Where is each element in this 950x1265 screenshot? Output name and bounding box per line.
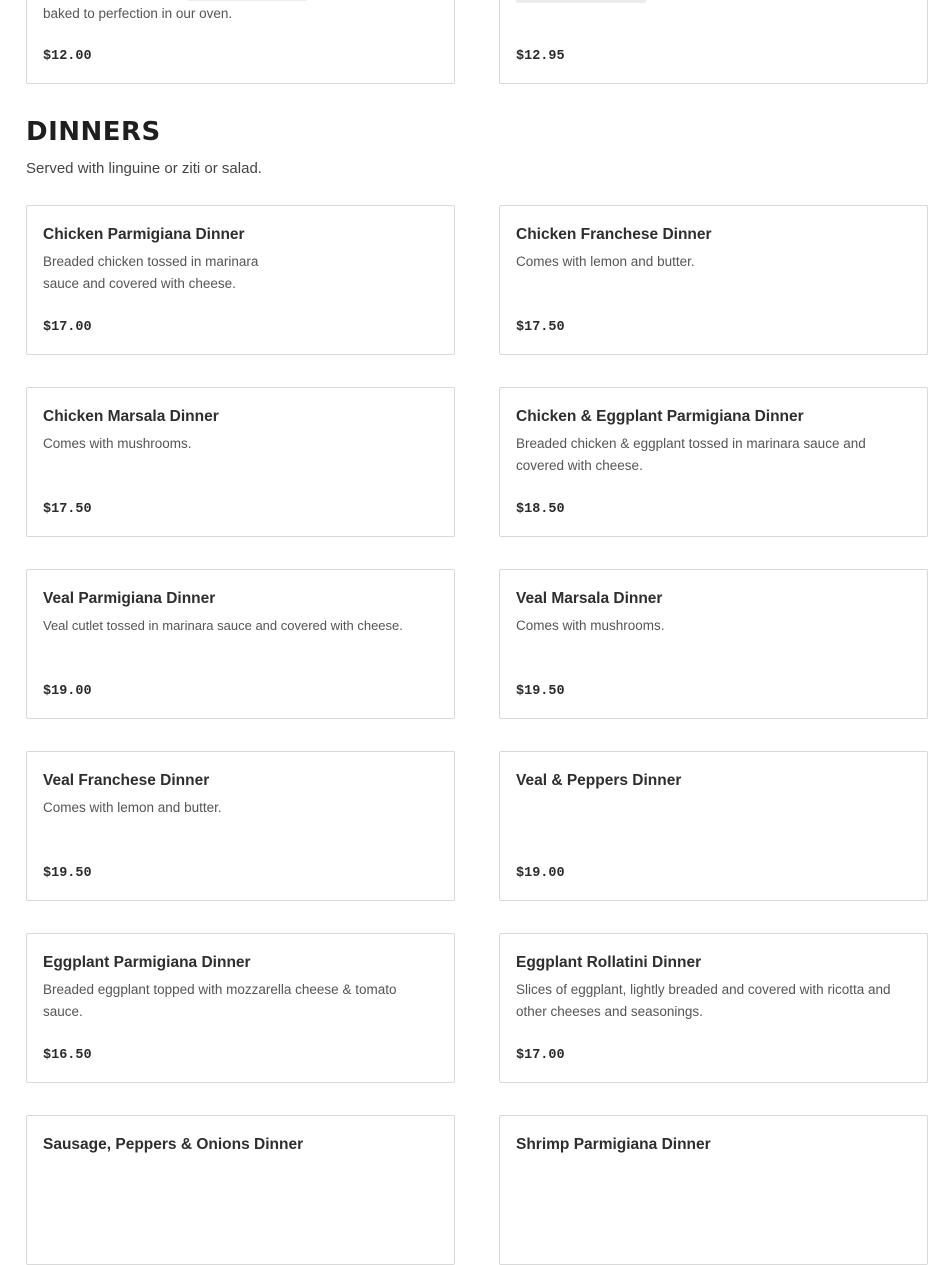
item-name: Chicken & Eggplant Parmigiana Dinner bbox=[516, 408, 804, 425]
item-price: $12.00 bbox=[43, 49, 92, 64]
menu-item-card[interactable] bbox=[499, 1115, 928, 1265]
item-description: Slices of eggplant, lightly breaded and covered with ricotta and other cheeses and seasonings. bbox=[516, 982, 891, 1019]
item-name: Veal Parmigiana Dinner bbox=[43, 590, 216, 607]
item-name: Eggplant Rollatini Dinner bbox=[516, 954, 702, 971]
item-name: Chicken Marsala Dinner bbox=[43, 408, 219, 425]
item-description: Veal cutlet tossed in marinara sauce and covered with cheese. bbox=[43, 618, 403, 633]
item-price: $18.50 bbox=[516, 502, 565, 517]
item-price: $17.50 bbox=[516, 320, 565, 335]
menu-item-card[interactable] bbox=[499, 387, 928, 537]
item-description: Breaded chicken tossed in marinara sauce and covered with cheese. bbox=[43, 254, 259, 291]
item-description: baked to perfection in our oven. bbox=[43, 6, 233, 21]
section-title: DINNERS bbox=[26, 117, 161, 147]
item-description: Breaded chicken & eggplant tossed in marinara sauce and covered with cheese. bbox=[516, 436, 866, 473]
item-description: Comes with mushrooms. bbox=[516, 618, 665, 633]
item-price: $19.00 bbox=[516, 866, 565, 881]
cropped-item-name bbox=[516, 0, 646, 3]
menu-item-card[interactable] bbox=[499, 205, 928, 355]
item-description: Breaded eggplant topped with mozzarella cheese & tomato sauce. bbox=[43, 982, 397, 1019]
item-price: $19.50 bbox=[43, 866, 92, 881]
menu-item-card[interactable] bbox=[26, 0, 455, 84]
cropped-item-name bbox=[187, 0, 307, 1]
menu-item-card[interactable] bbox=[26, 751, 455, 901]
item-description: Comes with lemon and butter. bbox=[516, 254, 695, 269]
item-price: $19.00 bbox=[43, 684, 92, 699]
item-name: Veal Franchese Dinner bbox=[43, 772, 210, 789]
item-price: $16.50 bbox=[43, 1048, 92, 1063]
item-price: $12.95 bbox=[516, 49, 565, 64]
menu-item-card[interactable] bbox=[26, 205, 455, 355]
menu-item-card[interactable] bbox=[26, 569, 455, 719]
menu-item-card[interactable] bbox=[499, 0, 928, 84]
item-price: $17.00 bbox=[43, 320, 92, 335]
item-price: $17.00 bbox=[516, 1048, 565, 1063]
menu-item-card[interactable] bbox=[499, 933, 928, 1083]
menu-item-card[interactable] bbox=[26, 933, 455, 1083]
menu-item-card[interactable] bbox=[26, 1115, 455, 1265]
menu-item-card[interactable] bbox=[26, 387, 455, 537]
item-name: Chicken Franchese Dinner bbox=[516, 226, 712, 243]
item-description: Comes with mushrooms. bbox=[43, 436, 192, 451]
item-name: Sausage, Peppers & Onions Dinner bbox=[43, 1136, 304, 1153]
item-price: $17.50 bbox=[43, 502, 92, 517]
item-price: $19.50 bbox=[516, 684, 565, 699]
menu-item-card[interactable] bbox=[499, 751, 928, 901]
item-name: Chicken Parmigiana Dinner bbox=[43, 226, 245, 243]
item-name: Veal & Peppers Dinner bbox=[516, 772, 682, 789]
item-description: Comes with lemon and butter. bbox=[43, 800, 222, 815]
menu-item-card[interactable] bbox=[499, 569, 928, 719]
item-name: Shrimp Parmigiana Dinner bbox=[516, 1136, 711, 1153]
item-name: Eggplant Parmigiana Dinner bbox=[43, 954, 251, 971]
item-name: Veal Marsala Dinner bbox=[516, 590, 663, 607]
section-subtitle: Served with linguine or ziti or salad. bbox=[26, 160, 262, 177]
